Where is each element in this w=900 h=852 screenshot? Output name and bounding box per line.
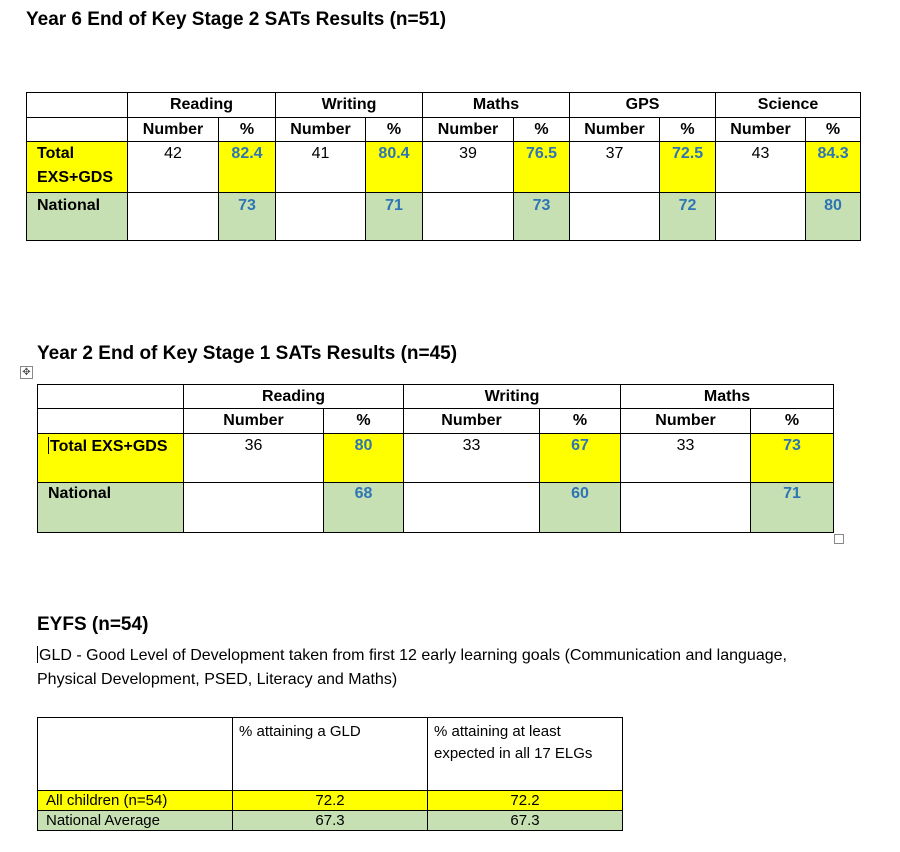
gld-description-text: GLD - Good Level of Development taken from first 12 early learning goals (Communication and language, Physical Development, PSED, Literacy and Maths) — [37, 647, 787, 688]
table-row — [38, 385, 834, 409]
table-row — [38, 483, 834, 533]
percent-col-header: % — [514, 118, 570, 142]
number-cell: 33 — [621, 434, 751, 483]
number-cell: 39 — [423, 142, 514, 193]
corner-cell — [38, 718, 233, 791]
blank-cell — [27, 118, 128, 142]
table-row — [38, 791, 623, 811]
value-cell: 67.3 — [233, 811, 428, 831]
percent-col-header: % — [806, 118, 861, 142]
row-label-text: Total EXS+GDS — [50, 438, 168, 455]
number-cell: 33 — [404, 434, 540, 483]
text-cursor — [48, 437, 49, 454]
subject-header: Reading — [184, 385, 404, 409]
number-cell — [404, 483, 540, 533]
percent-cell: 80 — [806, 193, 861, 241]
percent-col-header: % — [751, 409, 834, 434]
subject-header: Writing — [404, 385, 621, 409]
elg-col-header: % attaining at least expected in all 17 ELGs — [428, 718, 623, 791]
number-col-header: Number — [404, 409, 540, 434]
corner-cell — [38, 385, 184, 409]
number-col-header: Number — [128, 118, 219, 142]
row-label: National — [38, 483, 184, 533]
table-move-handle-icon[interactable]: ✥ — [20, 366, 33, 379]
table-row — [27, 142, 861, 193]
subject-header: Writing — [276, 93, 423, 118]
number-cell — [570, 193, 660, 241]
table-row — [27, 118, 861, 142]
value-cell: 72.2 — [233, 791, 428, 811]
gld-col-header: % attaining a GLD — [233, 718, 428, 791]
percent-cell: 73 — [219, 193, 276, 241]
number-col-header: Number — [184, 409, 324, 434]
value-cell: 67.3 — [428, 811, 623, 831]
table-row — [27, 193, 861, 241]
number-cell — [276, 193, 366, 241]
percent-cell: 72.5 — [660, 142, 716, 193]
value-cell: 72.2 — [428, 791, 623, 811]
number-cell — [128, 193, 219, 241]
row-label: All children (n=54) — [38, 791, 233, 811]
subject-header: Maths — [423, 93, 570, 118]
blank-cell — [38, 409, 184, 434]
ks2-results-table — [26, 92, 861, 241]
table-resize-handle-icon[interactable] — [834, 534, 844, 544]
table-row — [38, 434, 834, 483]
percent-col-header: % — [219, 118, 276, 142]
subject-header: Maths — [621, 385, 834, 409]
number-cell — [716, 193, 806, 241]
number-cell — [621, 483, 751, 533]
row-label — [38, 434, 184, 483]
percent-cell: 84.3 — [806, 142, 861, 193]
corner-cell — [27, 93, 128, 118]
percent-cell: 60 — [540, 483, 621, 533]
subject-header: Reading — [128, 93, 276, 118]
percent-cell: 68 — [324, 483, 404, 533]
percent-cell: 80 — [324, 434, 404, 483]
percent-cell: 67 — [540, 434, 621, 483]
subject-header: Science — [716, 93, 861, 118]
percent-col-header: % — [366, 118, 423, 142]
number-cell: 37 — [570, 142, 660, 193]
number-cell — [184, 483, 324, 533]
text-cursor — [37, 646, 38, 663]
number-col-header: Number — [716, 118, 806, 142]
table-row — [38, 718, 623, 791]
number-cell: 36 — [184, 434, 324, 483]
percent-cell: 71 — [366, 193, 423, 241]
eyfs-results-table — [37, 717, 623, 831]
number-col-header: Number — [423, 118, 514, 142]
percent-cell: 82.4 — [219, 142, 276, 193]
table-row — [27, 93, 861, 118]
table-row — [38, 811, 623, 831]
percent-col-header: % — [540, 409, 621, 434]
percent-col-header: % — [660, 118, 716, 142]
percent-cell: 72 — [660, 193, 716, 241]
row-label: Total EXS+GDS — [27, 142, 128, 193]
ks1-title: Year 2 End of Key Stage 1 SATs Results (n=45) — [37, 343, 458, 364]
subject-header: GPS — [570, 93, 716, 118]
gld-description — [37, 644, 817, 692]
percent-cell: 80.4 — [366, 142, 423, 193]
percent-col-header: % — [324, 409, 404, 434]
ks1-results-table — [37, 384, 834, 533]
percent-cell: 76.5 — [514, 142, 570, 193]
percent-cell: 73 — [514, 193, 570, 241]
percent-cell: 73 — [751, 434, 834, 483]
number-col-header: Number — [621, 409, 751, 434]
number-col-header: Number — [570, 118, 660, 142]
number-cell: 42 — [128, 142, 219, 193]
table-row — [38, 409, 834, 434]
number-cell: 43 — [716, 142, 806, 193]
percent-cell: 71 — [751, 483, 834, 533]
row-label: National Average — [38, 811, 233, 831]
number-cell — [423, 193, 514, 241]
row-label: National — [27, 193, 128, 241]
eyfs-title: EYFS (n=54) — [37, 614, 149, 635]
ks2-title: Year 6 End of Key Stage 2 SATs Results (n=51) — [26, 9, 447, 30]
number-col-header: Number — [276, 118, 366, 142]
number-cell: 41 — [276, 142, 366, 193]
